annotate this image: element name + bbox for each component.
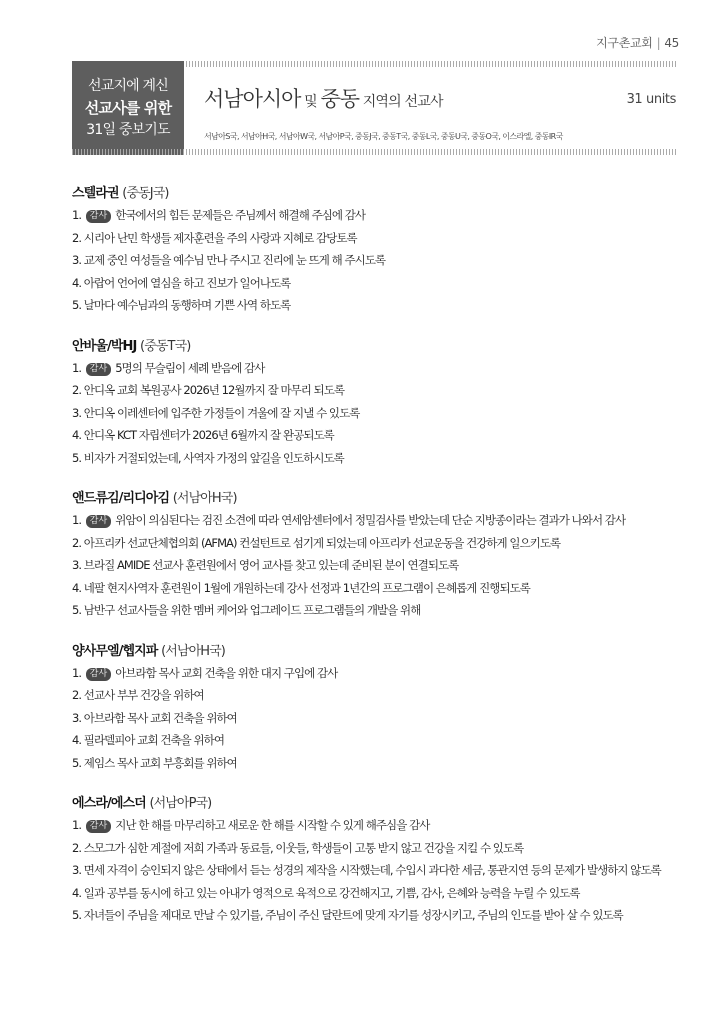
prayer-item-number: 4.: [72, 428, 82, 442]
missionary-name: 에스라/에스더: [72, 796, 146, 811]
missionary-region: (서남아P국): [149, 796, 212, 811]
prayer-item: [72, 204, 692, 227]
missionary-title: [72, 335, 692, 354]
title-area: [204, 83, 678, 113]
prayer-item-number: 4.: [72, 733, 82, 747]
missionary-name: 안바울/박HJ: [72, 338, 137, 354]
church-name: 지구촌교회: [596, 36, 653, 50]
missionary-title: [72, 792, 692, 811]
prayer-item: [72, 554, 692, 577]
prayer-item: [72, 599, 692, 622]
prayer-item-number: 1.: [72, 665, 82, 680]
section-header: [72, 61, 678, 157]
prayer-item-text: 지난 한 해를 마무리하고 새로운 한 해를 시작할 수 있게 해주심을 감사: [115, 818, 430, 832]
missionary-region: (중동T국): [140, 338, 191, 354]
prayer-item-text: 선교사 부부 건강을 위하여: [83, 688, 204, 702]
prayer-item-text: 일과 공부를 동시에 하고 있는 아내가 영적으로 육적으로 강건해지고, 기쁨, 감사, 은혜와 능력을 누릴 수 있도록: [83, 885, 580, 900]
missionary-region: (서남아H국): [172, 491, 237, 506]
prayer-item-number: 2.: [72, 688, 82, 702]
prayer-item-number: 1.: [72, 513, 82, 527]
missionary-section: [72, 640, 692, 775]
prayer-item: [72, 379, 692, 402]
prayer-item-number: 5.: [72, 908, 82, 922]
prayer-item: [72, 729, 692, 752]
badge-line-1: 선교지에 계신: [88, 78, 168, 94]
prayer-item: [72, 249, 692, 272]
title-suffix: 지역의 선교사: [359, 94, 443, 110]
page-header: [596, 34, 679, 51]
missionary-section: [72, 487, 692, 622]
prayer-item-text: 면세 자격이 승인되지 않은 상태에서 듣는 성경의 제작을 시작했는데, 수입시 과다한 세금, 통관지연 등의 문제가 발생하지 않도록: [83, 863, 661, 877]
prayer-item: [72, 227, 692, 250]
prayer-item-text: 아랍어 언어에 열심을 하고 진보가 일어나도록: [83, 275, 291, 290]
country-list: 서남아S국, 서남아H국, 서남아W국, 서남아P국, 중동J국, 중동T국, 중동L국, 중동U국, 중동O국, 이스라엘, 중동IR국: [204, 132, 563, 141]
thanks-badge: 감사: [86, 363, 111, 376]
prayer-item-text: 한국에서의 힘든 문제들은 주님께서 해결해 주심에 감사: [115, 208, 366, 222]
prayer-item: [72, 837, 692, 860]
prayer-item-text: 날마다 예수님과의 동행하며 기쁜 사역 하도록: [83, 298, 291, 312]
prayer-item-text: 교제 중인 여성들을 예수님 만나 주시고 진리에 눈 뜨게 해 주시도록: [83, 253, 386, 267]
prayer-item-number: 5.: [72, 298, 82, 312]
title-region-1: 서남아시아: [204, 87, 301, 111]
prayer-item-text: 네팔 현지사역자 훈련원이 1월에 개원하는데 강사 선정과 1년간의 프로그램이 은혜롭게 진행되도록: [83, 580, 530, 595]
prayer-item-text: 스모그가 심한 계절에 저희 가족과 동료들, 이웃들, 학생들이 고통 받지 않고 건강을 지킬 수 있도록: [83, 840, 524, 855]
prayer-item-text: 아브라함 목사 교회 건축을 위한 대지 구입에 감사: [115, 665, 338, 680]
prayer-item: [72, 814, 692, 837]
missionary-name: 앤드류김/리디아김: [72, 491, 170, 506]
prayer-item-text: 위암이 의심된다는 검진 소견에 따라 연세암센터에서 정밀검사를 받았는데 단순 지방종이라는 결과가 나와서 감사: [115, 513, 626, 527]
prayer-item-number: 3.: [72, 253, 82, 267]
prayer-item-number: 3.: [72, 558, 82, 572]
prayer-item-number: 5.: [72, 450, 82, 465]
prayer-item-number: 3.: [72, 405, 82, 420]
missionary-title: [72, 182, 692, 201]
prayer-item-number: 3.: [72, 863, 82, 877]
prayer-item: [72, 904, 692, 927]
thanks-badge: 감사: [86, 210, 111, 223]
prayer-item-number: 2.: [72, 840, 82, 855]
thanks-badge: 감사: [86, 515, 111, 528]
prayer-item: [72, 684, 692, 707]
prayer-item-text: 안디옥 이레센터에 입주한 가정들이 겨울에 잘 지낼 수 있도록: [83, 405, 360, 420]
missionary-region: (중동J국): [122, 186, 169, 201]
prayer-item-text: 비자가 거절되었는데, 사역자 가정의 앞길을 인도하시도록: [83, 450, 344, 465]
prayer-item-number: 4.: [72, 580, 82, 595]
prayer-item: [72, 662, 692, 685]
prayer-item: [72, 577, 692, 600]
prayer-item-number: 4.: [72, 275, 82, 290]
title-region-2: 중동: [320, 87, 360, 111]
hatch-divider-bottom: [72, 149, 678, 155]
prayer-item-text: 시리아 난민 학생들 제자훈련을 주의 사랑과 지혜로 감당토록: [83, 230, 357, 245]
prayer-item: [72, 752, 692, 775]
missionary-section: [72, 792, 692, 927]
prayer-item: [72, 532, 692, 555]
prayer-item-text: 제임스 목사 교회 부흥회를 위하여: [83, 755, 237, 770]
prayer-item-number: 3.: [72, 710, 82, 725]
prayer-item: [72, 402, 692, 425]
prayer-item-text: 필라델피아 교회 건축을 위하여: [83, 733, 224, 747]
prayer-item: [72, 859, 696, 882]
prayer-item-number: 5.: [72, 603, 82, 617]
prayer-item: [72, 357, 692, 380]
thanks-badge: 감사: [86, 668, 111, 681]
prayer-item: [72, 447, 692, 470]
units-count: 31 units: [626, 92, 676, 107]
prayer-item: [72, 882, 692, 905]
prayer-item-text: 안디옥 KCT 자립센터가 2026년 6월까지 잘 완공되도록: [83, 428, 334, 442]
page-title: [204, 83, 678, 113]
prayer-item-number: 1.: [72, 818, 82, 832]
title-conjunction: 및: [300, 94, 321, 110]
prayer-item: [72, 294, 692, 317]
prayer-item-text: 안디옥 교회 복원공사 2026년 12월까지 잘 마무리 되도록: [83, 383, 345, 397]
page-number: 45: [664, 36, 679, 50]
badge-line-3: 31일 중보기도: [86, 122, 170, 138]
missionary-section: [72, 182, 692, 317]
prayer-item-number: 1.: [72, 360, 82, 375]
prayer-item-number: 2.: [72, 383, 82, 397]
page-separator: |: [656, 36, 661, 50]
prayer-item: [72, 509, 692, 532]
missionary-title: [72, 640, 692, 659]
thanks-badge: 감사: [86, 820, 111, 833]
missionary-section: [72, 335, 692, 470]
prayer-item-text: 5명의 무슬림이 세례 받음에 감사: [115, 360, 265, 375]
prayer-item-text: 브라질 AMIDE 선교사 훈련원에서 영어 교사를 찾고 있는데 준비된 분이 연결되도록: [83, 558, 459, 572]
prayer-item-number: 4.: [72, 885, 82, 900]
prayer-badge: [72, 61, 184, 155]
prayer-item-text: 아브라함 목사 교회 건축을 위하여: [83, 710, 237, 725]
missionary-name: 스텔라권: [72, 186, 119, 201]
prayer-item: [72, 707, 692, 730]
prayer-item-number: 1.: [72, 208, 82, 222]
prayer-item-number: 2.: [72, 535, 82, 550]
prayer-item-text: 아프리카 선교단체협의회 (AFMA) 컨설턴트로 섬기게 되었는데 아프리카 선교운동을 건강하게 일으키도록: [83, 535, 561, 550]
prayer-item-text: 자녀들이 주님을 제대로 만날 수 있기를, 주님이 주신 달란트에 맞게 자기를 성장시키고, 주님의 인도를 받아 살 수 있도록: [83, 908, 623, 922]
badge-line-2: 선교사를 위한: [84, 99, 172, 117]
missionary-name: 양사무엘/헵지파: [72, 643, 158, 659]
missionary-title: [72, 487, 692, 506]
prayer-item-number: 5.: [72, 755, 82, 770]
prayer-item-number: 2.: [72, 230, 82, 245]
prayer-item-text: 남반구 선교사들을 위한 멤버 케어와 업그레이드 프로그램들의 개발을 위해: [83, 603, 421, 617]
missionary-region: (서남아H국): [161, 643, 225, 659]
prayer-list: [72, 182, 692, 945]
prayer-item: [72, 272, 692, 295]
prayer-item: [72, 424, 692, 447]
